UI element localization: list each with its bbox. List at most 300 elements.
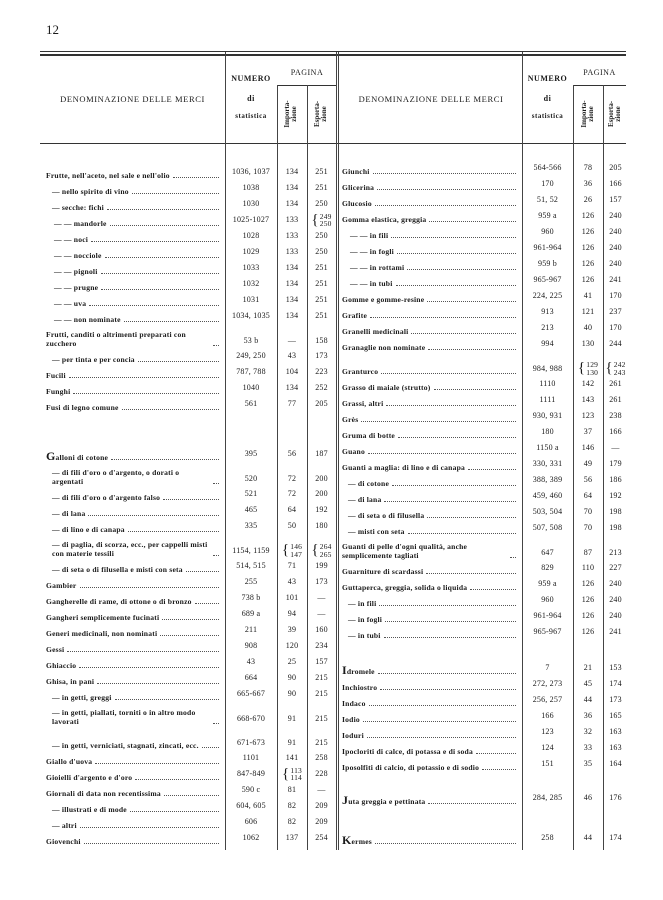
merce-name: Giornali di data non recentissima bbox=[46, 782, 225, 798]
dot-leader bbox=[115, 699, 219, 700]
table-row bbox=[46, 702, 336, 726]
merce-name: — di lino e di canapa bbox=[46, 518, 225, 534]
header-pagina-right: PAGINA bbox=[583, 68, 616, 77]
table-row bbox=[46, 750, 336, 766]
table-row bbox=[342, 304, 628, 320]
pagina-esportazione bbox=[307, 543, 336, 558]
numero-statistica: 930, 931 bbox=[532, 411, 563, 420]
table-row bbox=[46, 830, 336, 846]
pagina-importazione: 37 bbox=[583, 427, 593, 436]
pagina-importazione: 134 bbox=[285, 167, 299, 176]
pagina-esportazione: 215 bbox=[315, 673, 328, 682]
pagina-importazione: 64 bbox=[287, 505, 297, 514]
pagina-importazione: 44 bbox=[583, 833, 593, 842]
numero-statistica: 965-967 bbox=[533, 627, 562, 636]
merce-name: Guarniture di scardassi bbox=[342, 560, 522, 576]
table-row bbox=[342, 608, 628, 624]
pagina-esportazione: 251 bbox=[315, 167, 328, 176]
pagina-esportazione: — bbox=[317, 609, 326, 618]
dot-leader bbox=[375, 843, 516, 844]
pagina-esportazione: 187 bbox=[315, 449, 328, 458]
dot-leader bbox=[130, 811, 219, 812]
numero-statistica: 960 bbox=[541, 595, 554, 604]
numero-statistica: 961-964 bbox=[533, 611, 562, 620]
merce-name: — in fili bbox=[342, 592, 522, 608]
dot-leader bbox=[386, 405, 516, 406]
table-row bbox=[342, 288, 628, 304]
pagina-esportazione: 250 bbox=[315, 199, 328, 208]
dot-leader bbox=[470, 589, 516, 590]
dot-leader bbox=[202, 747, 219, 748]
merce-name: — di seta o di filusella e misti con seta bbox=[46, 558, 225, 574]
merce-name: Guanti a maglia: di lino e di canapa bbox=[342, 456, 522, 472]
pagina-importazione: 121 bbox=[581, 307, 595, 316]
pagina-importazione: 44 bbox=[583, 695, 593, 704]
dot-leader bbox=[411, 333, 516, 334]
table-row bbox=[342, 192, 628, 208]
table-row bbox=[342, 676, 628, 692]
numero-statistica: 123 bbox=[541, 727, 554, 736]
pagina-importazione: 21 bbox=[583, 663, 593, 672]
table-row bbox=[46, 590, 336, 606]
numero-statistica: 249, 250 bbox=[236, 351, 266, 360]
column-divider bbox=[338, 52, 339, 850]
dot-leader bbox=[381, 373, 516, 374]
pagina-esportazione: 251 bbox=[315, 311, 328, 320]
table-row bbox=[342, 352, 628, 376]
pagina-esportazione: 198 bbox=[609, 523, 622, 532]
page-ref: 114 bbox=[290, 773, 302, 782]
merce-name: — in fogli bbox=[342, 608, 522, 624]
page-ref: 242 bbox=[613, 360, 626, 369]
table-row bbox=[342, 240, 628, 256]
numero-statistica: 671-673 bbox=[236, 738, 266, 747]
table-row bbox=[342, 440, 628, 456]
page-ref: 147 bbox=[290, 549, 303, 559]
pagina-importazione: 134 bbox=[285, 263, 299, 272]
table-row bbox=[342, 456, 628, 472]
pagina-importazione: 82 bbox=[287, 801, 297, 810]
dot-leader bbox=[163, 499, 219, 500]
pagina-esportazione: 166 bbox=[609, 427, 622, 436]
table-row bbox=[46, 180, 336, 196]
pagina-esportazione: 240 bbox=[609, 227, 622, 236]
table-row bbox=[342, 160, 628, 176]
pagina-importazione: 134 bbox=[285, 279, 299, 288]
table-row bbox=[46, 164, 336, 180]
merce-name: Granturco bbox=[342, 352, 522, 376]
numero-statistica: 959 a bbox=[538, 579, 557, 588]
dot-leader bbox=[89, 305, 219, 306]
table-row bbox=[342, 376, 628, 392]
pagina-esportazione: 215 bbox=[315, 714, 328, 723]
page-ref: 130 bbox=[586, 367, 599, 377]
numero-statistica: 459, 460 bbox=[532, 491, 563, 500]
pagina-importazione: 36 bbox=[583, 711, 593, 720]
numero-statistica: 166 bbox=[541, 711, 554, 720]
pagina-esportazione: 223 bbox=[315, 367, 328, 376]
pagina-esportazione: 213 bbox=[609, 548, 622, 557]
header-esportazione-right: Esporta- zione bbox=[607, 100, 622, 128]
merce-name: — — in fogli bbox=[342, 240, 522, 256]
dot-leader bbox=[428, 803, 516, 804]
numero-statistica: 330, 331 bbox=[532, 459, 563, 468]
numero-statistica: 689 a bbox=[241, 609, 261, 618]
pagina-importazione: 142 bbox=[581, 379, 595, 388]
pagina-esportazione: 261 bbox=[609, 379, 622, 388]
pagina-importazione: 35 bbox=[583, 759, 593, 768]
pagina-esportazione: 241 bbox=[609, 275, 622, 284]
merce-name: — misti con seta bbox=[342, 520, 522, 536]
table-row bbox=[342, 536, 628, 560]
brace: { bbox=[311, 211, 319, 228]
pagina-importazione: 45 bbox=[583, 679, 593, 688]
dot-leader bbox=[124, 321, 219, 322]
dot-leader bbox=[213, 555, 219, 556]
dot-leader bbox=[363, 721, 516, 722]
pagina-importazione: 49 bbox=[583, 459, 593, 468]
table-row bbox=[46, 446, 336, 462]
numero-statistica: 1032 bbox=[242, 279, 260, 288]
pagina-esportazione: 261 bbox=[609, 395, 622, 404]
merce-name: — in tubi bbox=[342, 624, 522, 640]
table-row bbox=[342, 520, 628, 536]
pagina-esportazione: 163 bbox=[609, 727, 622, 736]
dot-leader bbox=[384, 501, 516, 502]
brace: { bbox=[577, 360, 586, 376]
numero-statistica: 1033 bbox=[242, 263, 260, 272]
pagina-importazione: 134 bbox=[285, 311, 299, 320]
pagina-importazione: 56 bbox=[583, 475, 593, 484]
numero-statistica: 1040 bbox=[242, 383, 260, 392]
header-statistica-right: statistica bbox=[531, 112, 564, 120]
pagina-esportazione: 215 bbox=[315, 738, 328, 747]
table-row bbox=[342, 724, 628, 740]
table-row bbox=[46, 212, 336, 228]
merce-name: — — noci bbox=[46, 228, 225, 244]
numero-statistica: 1111 bbox=[539, 395, 556, 404]
table-row bbox=[342, 272, 628, 288]
merce-name: Giallo d'uova bbox=[46, 750, 225, 766]
table-row bbox=[46, 308, 336, 324]
dot-leader bbox=[398, 437, 516, 438]
pagina-esportazione: 244 bbox=[609, 339, 622, 348]
table-row bbox=[342, 790, 628, 806]
dot-leader bbox=[397, 253, 516, 254]
numero-statistica: 388, 389 bbox=[532, 475, 563, 484]
pagina-importazione: 126 bbox=[581, 627, 595, 636]
dot-leader bbox=[128, 531, 219, 532]
table-row bbox=[342, 660, 628, 676]
merce-name: Gangherelle di rame, di ottone o di bronzo bbox=[46, 590, 225, 606]
table-row bbox=[46, 196, 336, 212]
pagina-esportazione: 198 bbox=[609, 507, 622, 516]
page-ref: 265 bbox=[319, 549, 332, 559]
table-row bbox=[46, 462, 336, 486]
dot-leader bbox=[392, 485, 516, 486]
numero-statistica: 465 bbox=[244, 505, 258, 514]
numero-statistica: 984, 988 bbox=[532, 364, 563, 373]
table-row bbox=[46, 276, 336, 292]
merce-name: — — non nominate bbox=[46, 308, 225, 324]
pagina-importazione: 110 bbox=[581, 563, 595, 572]
pagina-esportazione bbox=[603, 361, 628, 376]
pagina-esportazione: 160 bbox=[315, 625, 328, 634]
pagina-esportazione: 170 bbox=[609, 323, 622, 332]
merce-name: Idromele bbox=[342, 660, 522, 676]
table-row bbox=[46, 638, 336, 654]
pagina-importazione: 71 bbox=[287, 561, 297, 570]
pagina-esportazione: 199 bbox=[315, 561, 328, 570]
numero-statistica: 151 bbox=[541, 759, 554, 768]
pagina-importazione: 133 bbox=[285, 215, 299, 224]
pagina-importazione: 26 bbox=[583, 195, 593, 204]
merce-name: Ghisa, in pani bbox=[46, 670, 225, 686]
table-row bbox=[46, 726, 336, 750]
merce-name: Gomma elastica, greggia bbox=[342, 208, 522, 224]
numero-statistica: 43 bbox=[246, 657, 256, 666]
table-row bbox=[342, 592, 628, 608]
table-row bbox=[342, 256, 628, 272]
pagina-esportazione: 209 bbox=[315, 801, 328, 810]
merce-name: — di lana bbox=[342, 488, 522, 504]
pagina-esportazione: 250 bbox=[315, 231, 328, 240]
table-row bbox=[342, 208, 628, 224]
pagina-importazione: 141 bbox=[285, 753, 299, 762]
dot-leader bbox=[79, 667, 219, 668]
dot-leader bbox=[69, 377, 219, 378]
table-row bbox=[46, 574, 336, 590]
dot-leader bbox=[407, 269, 516, 270]
pagina-importazione: 82 bbox=[287, 817, 297, 826]
merce-name: Grassi, altri bbox=[342, 392, 522, 408]
merce-name: Granaglie non nominate bbox=[342, 336, 522, 352]
pagina-esportazione: 234 bbox=[315, 641, 328, 650]
pagina-esportazione: 200 bbox=[315, 489, 328, 498]
page-number: 12 bbox=[46, 22, 59, 37]
dot-leader bbox=[88, 515, 219, 516]
merce-name: Gambier bbox=[46, 574, 225, 590]
brace: { bbox=[311, 542, 319, 558]
numero-statistica: 1028 bbox=[242, 231, 260, 240]
dot-leader bbox=[67, 651, 219, 652]
pagina-esportazione: 173 bbox=[315, 577, 328, 586]
numero-statistica: 53 b bbox=[243, 336, 259, 345]
header-importazione-left: Importa- zione bbox=[283, 100, 298, 128]
brace: { bbox=[281, 542, 290, 558]
numero-statistica: 1031 bbox=[242, 295, 260, 304]
column-divider bbox=[336, 52, 337, 850]
dot-leader bbox=[110, 225, 219, 226]
table-row bbox=[342, 320, 628, 336]
pagina-importazione: 134 bbox=[285, 295, 299, 304]
dot-leader bbox=[476, 753, 516, 754]
pagina-esportazione: 173 bbox=[315, 351, 328, 360]
table-row bbox=[342, 830, 628, 846]
numero-statistica: 1025-1027 bbox=[232, 215, 270, 224]
numero-statistica: 395 bbox=[244, 449, 258, 458]
page-ref: 243 bbox=[613, 367, 626, 377]
dot-leader bbox=[368, 453, 516, 454]
table-row bbox=[342, 424, 628, 440]
pagina-esportazione: 192 bbox=[315, 505, 328, 514]
pagina-esportazione: 252 bbox=[315, 383, 328, 392]
dot-leader bbox=[369, 705, 516, 706]
merce-name: — nello spirito di vino bbox=[46, 180, 225, 196]
page-ref: 113 bbox=[290, 765, 302, 775]
numero-statistica: 503, 504 bbox=[532, 507, 563, 516]
top-rule bbox=[40, 51, 626, 52]
pagina-importazione: 56 bbox=[287, 449, 297, 458]
pagina-importazione: 91 bbox=[287, 714, 297, 723]
dot-leader bbox=[510, 557, 516, 558]
merce-name: Ghiaccio bbox=[46, 654, 225, 670]
numero-statistica: 1062 bbox=[242, 833, 260, 842]
top-rule-double bbox=[40, 54, 626, 56]
merce-name: Grafite bbox=[342, 304, 522, 320]
pagina-importazione: 126 bbox=[581, 243, 595, 252]
pagina-rule-right bbox=[573, 85, 626, 86]
merce-name: Giunchi bbox=[342, 160, 522, 176]
pagina-esportazione: 251 bbox=[315, 279, 328, 288]
pagina-esportazione: 240 bbox=[609, 211, 622, 220]
pagina-importazione: — bbox=[287, 336, 297, 345]
merce-name: — di cotone bbox=[342, 472, 522, 488]
numero-statistica: 514, 515 bbox=[236, 561, 266, 570]
merce-name: — secche: fichi bbox=[46, 196, 225, 212]
numero-statistica: 7 bbox=[545, 663, 550, 672]
pagina-importazione: 133 bbox=[285, 247, 299, 256]
merce-name: Frutti, canditi o altrimenti preparati con zucchero bbox=[46, 324, 225, 348]
pagina-importazione: 70 bbox=[583, 523, 593, 532]
merce-name: — di fili d'oro o d'argento, o dorati o argentati bbox=[46, 462, 225, 486]
table-row bbox=[342, 336, 628, 352]
pagina-esportazione: 205 bbox=[315, 399, 328, 408]
dot-leader bbox=[138, 361, 219, 362]
pagina-importazione: 133 bbox=[285, 231, 299, 240]
pagina-importazione: 101 bbox=[285, 593, 299, 602]
numero-statistica: 213 bbox=[541, 323, 554, 332]
pagina-esportazione: 240 bbox=[609, 595, 622, 604]
merce-name: Fusi di legno comune bbox=[46, 396, 225, 412]
numero-statistica: 1154, 1159 bbox=[232, 546, 270, 555]
table-row bbox=[342, 504, 628, 520]
numero-statistica: 665-667 bbox=[236, 689, 266, 698]
dot-leader bbox=[370, 317, 516, 318]
header-esportazione-left: Esporta- zione bbox=[313, 100, 328, 128]
numero-statistica: 965-967 bbox=[533, 275, 562, 284]
pagina-importazione: 104 bbox=[285, 367, 299, 376]
merce-name: Galloni di cotone bbox=[46, 446, 225, 462]
merce-name: — — uva bbox=[46, 292, 225, 308]
pagina-importazione: 36 bbox=[583, 179, 593, 188]
numero-statistica: 1038 bbox=[242, 183, 260, 192]
pagina-esportazione: — bbox=[317, 593, 326, 602]
dot-leader bbox=[391, 237, 516, 238]
pagina-importazione: 90 bbox=[287, 673, 297, 682]
dot-leader bbox=[105, 257, 219, 258]
pagina-esportazione: 258 bbox=[315, 753, 328, 762]
merce-name: Inchiostro bbox=[342, 676, 522, 692]
pagina-esportazione: 240 bbox=[609, 243, 622, 252]
merce-name: Kermes bbox=[342, 830, 522, 846]
numero-statistica: 606 bbox=[244, 817, 258, 826]
numero-statistica: 960 bbox=[541, 227, 554, 236]
merce-name: Funghi bbox=[46, 380, 225, 396]
pagina-esportazione: 227 bbox=[609, 563, 622, 572]
page-ref: 129 bbox=[586, 360, 599, 369]
pagina-importazione: 43 bbox=[287, 351, 297, 360]
pagina-importazione: 126 bbox=[581, 211, 595, 220]
dot-leader bbox=[385, 621, 516, 622]
numero-statistica: 124 bbox=[541, 743, 554, 752]
numero-statistica: 1034, 1035 bbox=[232, 311, 270, 320]
numero-statistica: 908 bbox=[244, 641, 258, 650]
dot-leader bbox=[91, 241, 219, 242]
pagina-importazione: 126 bbox=[581, 595, 595, 604]
pagina-importazione bbox=[277, 543, 307, 558]
table-row bbox=[46, 502, 336, 518]
pagina-importazione: 46 bbox=[583, 793, 593, 802]
numero-statistica: 564-566 bbox=[533, 163, 562, 172]
pagina-esportazione: 254 bbox=[315, 833, 328, 842]
pagina-importazione: 40 bbox=[583, 323, 593, 332]
merce-name: — — prugne bbox=[46, 276, 225, 292]
header-importazione-right: Importa- zione bbox=[580, 100, 595, 128]
pagina-esportazione: 237 bbox=[609, 307, 622, 316]
pagina-importazione: 78 bbox=[583, 163, 593, 172]
numero-statistica: 224, 225 bbox=[532, 291, 563, 300]
pagina-esportazione: 173 bbox=[609, 695, 622, 704]
table-row bbox=[46, 622, 336, 638]
table-row bbox=[46, 606, 336, 622]
merce-name: Grasso di maiale (strutto) bbox=[342, 376, 522, 392]
merce-name: — di paglia, di scorza, ecc., per cappelli misti con materie tessili bbox=[46, 534, 225, 558]
merce-name: — — mandorle bbox=[46, 212, 225, 228]
pagina-esportazione: 166 bbox=[609, 179, 622, 188]
page-ref: 146 bbox=[290, 542, 303, 551]
table-row bbox=[342, 756, 628, 772]
merce-name: — in getti, greggi bbox=[46, 686, 225, 702]
numero-statistica: 258 bbox=[541, 833, 554, 842]
numero-statistica: 521 bbox=[244, 489, 258, 498]
table-row bbox=[46, 364, 336, 380]
pagina-esportazione: 174 bbox=[609, 679, 622, 688]
pagina-importazione: 90 bbox=[287, 689, 297, 698]
dot-leader bbox=[434, 389, 516, 390]
numero-statistica: 1101 bbox=[242, 753, 260, 762]
pagina-esportazione: 165 bbox=[609, 711, 622, 720]
pagina-importazione: 134 bbox=[285, 183, 299, 192]
dot-leader bbox=[101, 289, 219, 290]
dot-leader bbox=[195, 603, 219, 604]
dot-leader bbox=[95, 763, 219, 764]
pagina-esportazione: 174 bbox=[609, 833, 622, 842]
numero-statistica: 590 c bbox=[241, 785, 261, 794]
table-row bbox=[342, 624, 628, 640]
dot-leader bbox=[135, 779, 219, 780]
table-row bbox=[46, 348, 336, 364]
pagina-esportazione bbox=[307, 213, 336, 228]
pagina-importazione: 126 bbox=[581, 275, 595, 284]
pagina-esportazione: 228 bbox=[315, 769, 328, 778]
dot-leader bbox=[373, 173, 516, 174]
numero-statistica: 272, 273 bbox=[532, 679, 563, 688]
merce-name: Fucili bbox=[46, 364, 225, 380]
numero-statistica: 829 bbox=[541, 563, 554, 572]
pagina-esportazione: 180 bbox=[315, 521, 328, 530]
merce-name: Grès bbox=[342, 408, 522, 424]
